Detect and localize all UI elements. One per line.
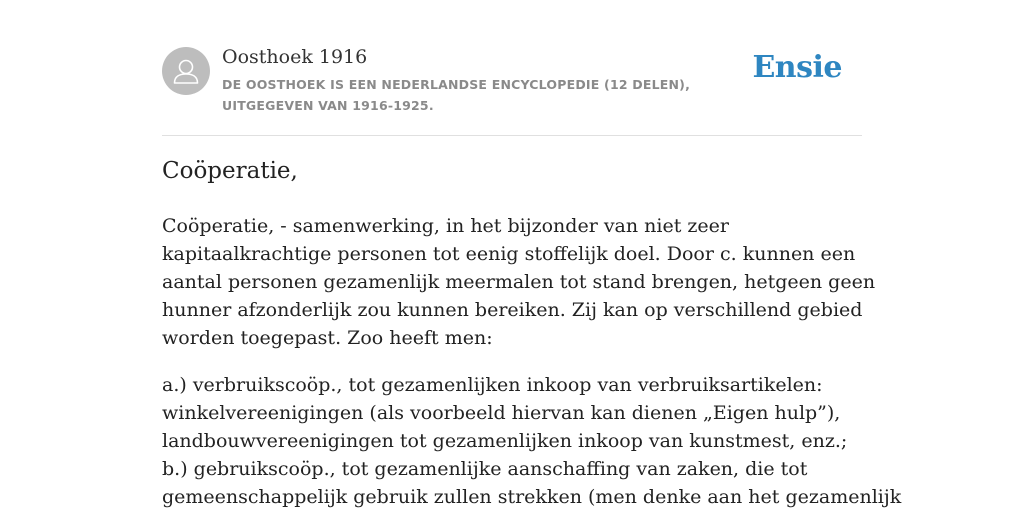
article-paragraph: Coöperatie, - samenwerking, in het bijzonder van niet zeer kapitaalkrachtige personen tot eenig stoffelijk doel. Door c. kunnen een aantal personen gezamenlijk meermalen tot stand brengen, hetgeen geen hunner afzonderlijk zou kunnen bereiken. Zij kan op verschillend gebied worden toegepast. Zoo heeft men:: [162, 215, 876, 349]
article-list: [162, 371, 902, 511]
author-avatar[interactable]: [162, 47, 210, 95]
author-name[interactable]: Oosthoek 1916: [222, 46, 368, 68]
list-line: winkelvereenigingen (als voorbeeld hiervan kan dienen „Eigen hulp”),: [162, 402, 841, 424]
author-header: [162, 44, 862, 124]
list-line: landbouwvereenigingen tot gezamenlijken inkoop van kunstmest, enz.;: [162, 430, 848, 452]
list-line: a.) verbruikscoöp., tot gezamenlijken inkoop van verbruiksartikelen:: [162, 374, 823, 396]
list-line: b.) gebruikscoöp., tot gezamenlijke aanschaffing van zaken, die tot: [162, 458, 808, 480]
page-title: Coöperatie,: [162, 158, 298, 184]
article-body: [162, 212, 902, 512]
user-icon: [162, 47, 210, 95]
brand-logo[interactable]: Ensie: [752, 50, 842, 85]
author-description: DE OOSTHOEK IS EEN NEDERLANDSE ENCYCLOPEDIE (12 DELEN), UITGEGEVEN VAN 1916-1925.: [222, 77, 691, 113]
list-line: gemeenschappelijk gebruik zullen strekken (men denke aan het gezamenlijk: [162, 486, 902, 508]
divider: [162, 135, 862, 136]
